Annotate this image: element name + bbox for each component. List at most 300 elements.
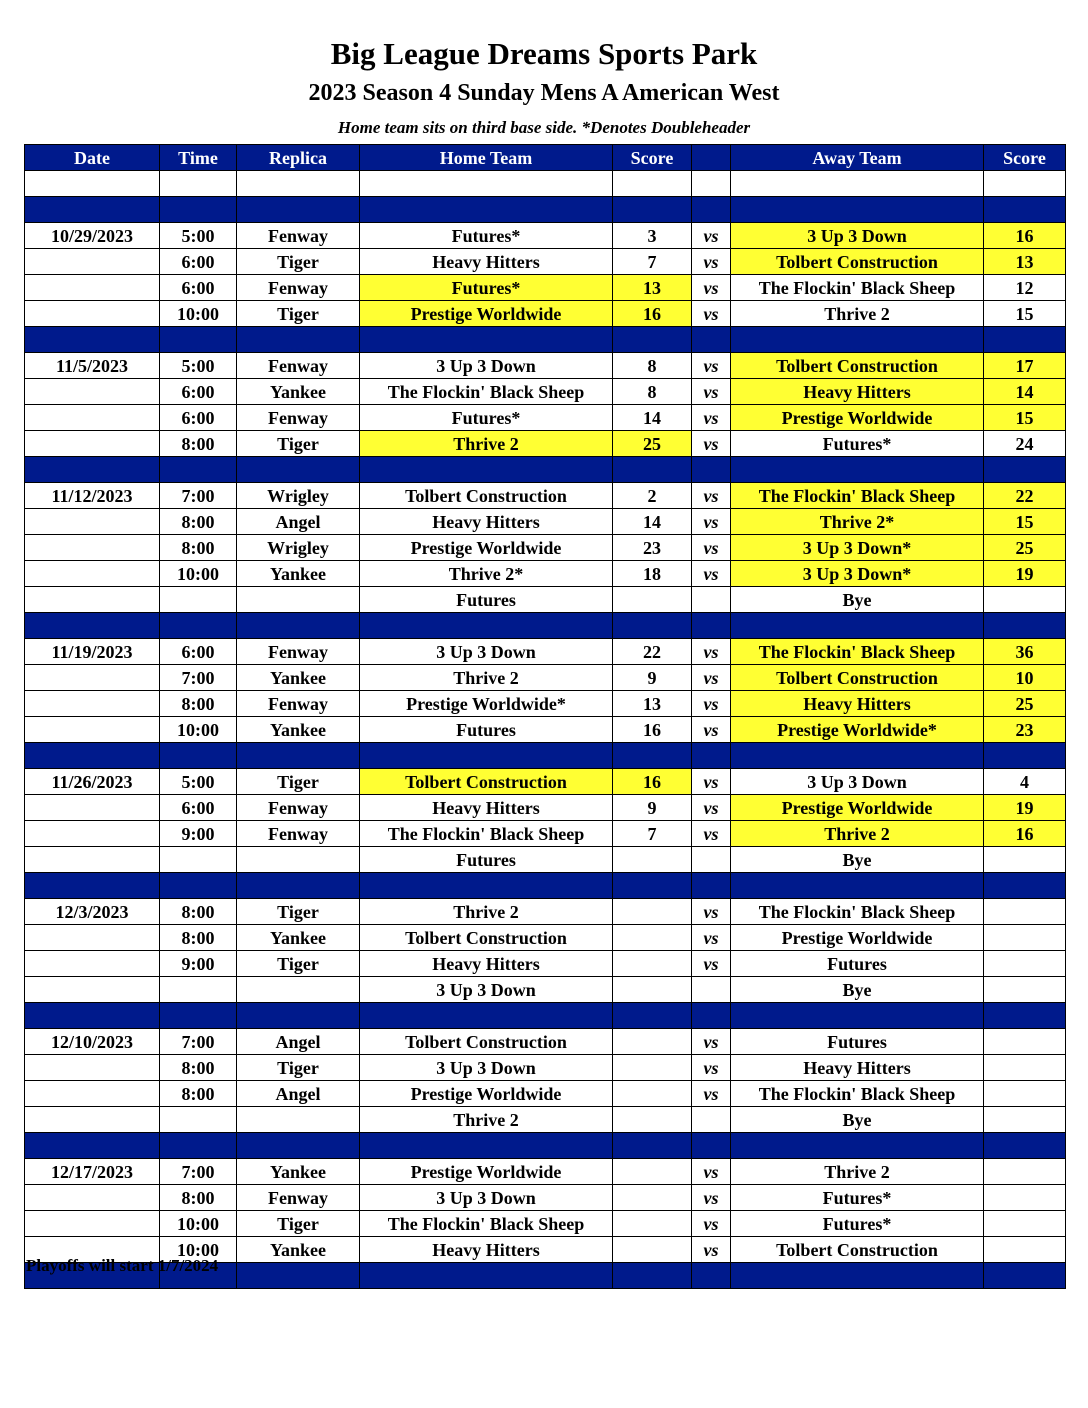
week-separator-row [25,1133,1066,1159]
empty-cell [731,743,984,769]
empty-cell [692,197,731,223]
home-score-cell: 3 [613,223,692,249]
replica-cell: Angel [237,1081,360,1107]
home-team-cell: Prestige Worldwide [360,535,613,561]
replica-cell: Angel [237,509,360,535]
table-row [25,1029,1066,1055]
away-team-cell: Thrive 2 [731,821,984,847]
empty-cell [237,743,360,769]
home-team-cell: Prestige Worldwide [360,1159,613,1185]
table-row [25,821,1066,847]
vs-cell: vs [692,353,731,379]
time-cell: 10:00 [160,717,237,743]
replica-cell: Fenway [237,223,360,249]
col-away-score-header: Score [984,145,1066,171]
empty-cell [25,1133,160,1159]
week-separator-row [25,1003,1066,1029]
empty-cell [160,873,237,899]
empty-cell [984,613,1066,639]
time-cell: 8:00 [160,431,237,457]
date-cell [25,587,160,613]
home-score-cell: 25 [613,431,692,457]
replica-cell [237,847,360,873]
home-team-cell: The Flockin' Black Sheep [360,821,613,847]
date-cell [25,405,160,431]
home-score-cell: 9 [613,665,692,691]
week-separator-row [25,613,1066,639]
home-team-cell: Thrive 2* [360,561,613,587]
time-cell: 8:00 [160,1055,237,1081]
replica-cell [237,977,360,1003]
away-team-cell: Prestige Worldwide [731,405,984,431]
home-score-cell [613,1107,692,1133]
time-cell [160,1107,237,1133]
empty-cell [731,1003,984,1029]
empty-cell [613,1003,692,1029]
away-score-cell [984,1159,1066,1185]
date-cell: 10/29/2023 [25,223,160,249]
empty-cell [237,327,360,353]
home-score-cell: 16 [613,301,692,327]
table-row [25,665,1066,691]
home-team-cell: Tolbert Construction [360,769,613,795]
table-row [25,1107,1066,1133]
away-team-cell: Heavy Hitters [731,691,984,717]
date-cell: 12/10/2023 [25,1029,160,1055]
vs-cell [692,1107,731,1133]
date-cell [25,431,160,457]
home-team-cell: Futures* [360,275,613,301]
vs-cell: vs [692,769,731,795]
vs-cell: vs [692,899,731,925]
table-row [25,431,1066,457]
away-team-cell: Prestige Worldwide [731,795,984,821]
time-cell: 5:00 [160,353,237,379]
header-row [25,145,1066,171]
date-cell [25,1107,160,1133]
home-team-cell: Futures* [360,405,613,431]
empty-cell [613,873,692,899]
time-cell: 6:00 [160,249,237,275]
home-score-cell: 8 [613,353,692,379]
empty-cell [613,457,692,483]
away-team-cell: Futures* [731,1185,984,1211]
date-cell [25,925,160,951]
col-vs-header [692,145,731,171]
time-cell: 6:00 [160,379,237,405]
away-score-cell: 24 [984,431,1066,457]
home-team-cell: Thrive 2 [360,899,613,925]
empty-cell [984,457,1066,483]
away-score-cell: 16 [984,821,1066,847]
home-score-cell [613,1055,692,1081]
replica-cell: Wrigley [237,535,360,561]
home-score-cell: 13 [613,275,692,301]
empty-cell [692,1263,731,1289]
away-score-cell: 17 [984,353,1066,379]
away-team-cell: Tolbert Construction [731,353,984,379]
away-score-cell: 4 [984,769,1066,795]
blank-row [25,171,1066,197]
replica-cell: Tiger [237,249,360,275]
table-row [25,977,1066,1003]
date-cell [25,951,160,977]
vs-cell: vs [692,795,731,821]
home-score-cell [613,951,692,977]
away-team-cell: Thrive 2 [731,301,984,327]
vs-cell: vs [692,639,731,665]
date-cell: 11/12/2023 [25,483,160,509]
away-score-cell: 23 [984,717,1066,743]
home-team-cell: Futures [360,847,613,873]
away-score-cell: 22 [984,483,1066,509]
time-cell: 8:00 [160,535,237,561]
time-cell: 8:00 [160,1185,237,1211]
time-cell: 7:00 [160,1029,237,1055]
time-cell: 8:00 [160,691,237,717]
replica-cell: Yankee [237,379,360,405]
replica-cell [237,587,360,613]
replica-cell [237,1107,360,1133]
home-score-cell: 8 [613,379,692,405]
home-score-cell [613,1211,692,1237]
empty-cell [731,1263,984,1289]
date-cell [25,1055,160,1081]
date-cell [25,509,160,535]
date-cell [25,379,160,405]
away-team-cell: Bye [731,587,984,613]
table-row [25,353,1066,379]
home-score-cell: 7 [613,249,692,275]
away-team-cell: Thrive 2* [731,509,984,535]
empty-cell [160,171,237,197]
vs-cell [692,977,731,1003]
away-team-cell: Tolbert Construction [731,249,984,275]
home-team-cell: 3 Up 3 Down [360,1055,613,1081]
time-cell: 8:00 [160,509,237,535]
vs-cell: vs [692,1081,731,1107]
away-score-cell [984,587,1066,613]
empty-cell [731,457,984,483]
empty-cell [692,327,731,353]
date-cell [25,717,160,743]
week-separator-row [25,457,1066,483]
empty-cell [160,197,237,223]
replica-cell: Fenway [237,275,360,301]
away-team-cell: The Flockin' Black Sheep [731,899,984,925]
home-team-cell: 3 Up 3 Down [360,639,613,665]
empty-cell [984,743,1066,769]
date-cell: 11/5/2023 [25,353,160,379]
vs-cell: vs [692,509,731,535]
time-cell: 9:00 [160,821,237,847]
table-row [25,899,1066,925]
empty-cell [731,1133,984,1159]
away-score-cell [984,1211,1066,1237]
home-score-cell: 18 [613,561,692,587]
time-cell: 6:00 [160,639,237,665]
away-score-cell: 12 [984,275,1066,301]
empty-cell [360,1003,613,1029]
away-team-cell: Heavy Hitters [731,379,984,405]
date-cell: 11/26/2023 [25,769,160,795]
table-row [25,1211,1066,1237]
home-team-cell: The Flockin' Black Sheep [360,379,613,405]
home-score-cell: 13 [613,691,692,717]
replica-cell: Tiger [237,301,360,327]
empty-cell [25,873,160,899]
empty-cell [237,197,360,223]
home-team-cell: 3 Up 3 Down [360,353,613,379]
vs-cell: vs [692,821,731,847]
home-team-cell: Futures [360,717,613,743]
time-cell: 10:00 [160,301,237,327]
empty-cell [237,1133,360,1159]
away-team-cell: 3 Up 3 Down* [731,535,984,561]
time-cell: 8:00 [160,1081,237,1107]
empty-cell [360,873,613,899]
home-team-cell: Thrive 2 [360,431,613,457]
empty-cell [692,743,731,769]
empty-cell [25,1003,160,1029]
empty-cell [984,873,1066,899]
time-cell: 6:00 [160,275,237,301]
home-team-cell: Heavy Hitters [360,795,613,821]
time-cell: 5:00 [160,223,237,249]
empty-cell [160,1133,237,1159]
time-cell: 8:00 [160,899,237,925]
empty-cell [25,171,160,197]
away-score-cell: 15 [984,301,1066,327]
empty-cell [692,1133,731,1159]
empty-cell [25,613,160,639]
col-replica-header: Replica [237,145,360,171]
vs-cell: vs [692,925,731,951]
home-team-cell: Heavy Hitters [360,1237,613,1263]
table-row [25,1185,1066,1211]
empty-cell [160,743,237,769]
time-cell: 6:00 [160,405,237,431]
away-score-cell: 13 [984,249,1066,275]
time-cell: 5:00 [160,769,237,795]
vs-cell [692,587,731,613]
vs-cell: vs [692,405,731,431]
date-cell: 12/3/2023 [25,899,160,925]
col-date-header: Date [25,145,160,171]
table-row [25,379,1066,405]
replica-cell: Tiger [237,769,360,795]
empty-cell [160,457,237,483]
home-team-cell: Thrive 2 [360,665,613,691]
vs-cell: vs [692,431,731,457]
vs-cell: vs [692,483,731,509]
table-row [25,925,1066,951]
replica-cell: Tiger [237,431,360,457]
col-away-team-header: Away Team [731,145,984,171]
replica-cell: Fenway [237,691,360,717]
date-cell [25,561,160,587]
week-separator-row [25,743,1066,769]
home-score-cell [613,1029,692,1055]
date-cell: 12/17/2023 [25,1159,160,1185]
replica-cell: Tiger [237,1055,360,1081]
vs-cell: vs [692,691,731,717]
table-row [25,639,1066,665]
empty-cell [25,327,160,353]
home-team-cell: Futures* [360,223,613,249]
vs-cell: vs [692,379,731,405]
home-score-cell: 2 [613,483,692,509]
empty-cell [692,457,731,483]
home-score-cell: 14 [613,405,692,431]
time-cell [160,847,237,873]
home-team-cell: Tolbert Construction [360,925,613,951]
date-cell [25,249,160,275]
col-home-score-header: Score [613,145,692,171]
week-separator-row [25,197,1066,223]
table-row [25,561,1066,587]
time-cell: 6:00 [160,795,237,821]
date-cell [25,847,160,873]
replica-cell: Yankee [237,665,360,691]
vs-cell: vs [692,1211,731,1237]
table-row [25,847,1066,873]
away-score-cell [984,1081,1066,1107]
date-cell [25,1081,160,1107]
empty-cell [237,1003,360,1029]
table-row [25,483,1066,509]
date-cell: 11/19/2023 [25,639,160,665]
home-team-cell: Prestige Worldwide* [360,691,613,717]
replica-cell: Fenway [237,1185,360,1211]
empty-cell [731,197,984,223]
home-score-cell: 16 [613,769,692,795]
vs-cell: vs [692,1159,731,1185]
home-score-cell: 14 [613,509,692,535]
home-score-cell [613,847,692,873]
away-score-cell [984,1107,1066,1133]
away-score-cell [984,925,1066,951]
away-team-cell: Prestige Worldwide* [731,717,984,743]
empty-cell [237,171,360,197]
table-row [25,717,1066,743]
table-row [25,769,1066,795]
away-score-cell: 14 [984,379,1066,405]
empty-cell [613,1133,692,1159]
table-row [25,691,1066,717]
table-row [25,587,1066,613]
away-score-cell: 16 [984,223,1066,249]
vs-cell: vs [692,1029,731,1055]
date-cell [25,691,160,717]
vs-cell: vs [692,717,731,743]
empty-cell [731,873,984,899]
vs-cell: vs [692,249,731,275]
time-cell: 10:00 [160,561,237,587]
date-cell [25,821,160,847]
away-team-cell: Futures [731,1029,984,1055]
replica-cell: Wrigley [237,483,360,509]
vs-cell: vs [692,1237,731,1263]
home-team-cell: 3 Up 3 Down [360,1185,613,1211]
replica-cell: Fenway [237,795,360,821]
empty-cell [160,327,237,353]
home-team-cell: The Flockin' Black Sheep [360,1211,613,1237]
page-subtitle: 2023 Season 4 Sunday Mens A American West [308,80,780,106]
away-score-cell: 15 [984,405,1066,431]
week-separator-row [25,327,1066,353]
playoffs-note: Playoffs will start 1/7/2024 [26,1256,219,1275]
schedule-table [24,144,1066,1289]
away-score-cell: 15 [984,509,1066,535]
home-team-cell: Prestige Worldwide [360,1081,613,1107]
table-row [25,535,1066,561]
home-score-cell [613,977,692,1003]
time-cell: 7:00 [160,665,237,691]
empty-cell [237,873,360,899]
away-team-cell: Futures* [731,1211,984,1237]
vs-cell: vs [692,665,731,691]
empty-cell [360,197,613,223]
vs-cell: vs [692,535,731,561]
empty-cell [613,171,692,197]
date-cell [25,535,160,561]
time-cell [160,977,237,1003]
vs-cell: vs [692,223,731,249]
table-row [25,301,1066,327]
table-row [25,223,1066,249]
away-score-cell: 25 [984,691,1066,717]
table-row [25,1159,1066,1185]
away-score-cell [984,1029,1066,1055]
home-team-cell: Heavy Hitters [360,249,613,275]
table-row [25,405,1066,431]
table-body [25,171,1066,1289]
time-cell: 7:00 [160,1159,237,1185]
table-header [25,145,1066,171]
table-row [25,951,1066,977]
away-team-cell: Tolbert Construction [731,665,984,691]
away-score-cell [984,899,1066,925]
time-cell: 9:00 [160,951,237,977]
time-cell: 10:00 [160,1237,237,1263]
away-team-cell: Tolbert Construction [731,1237,984,1263]
away-score-cell [984,1237,1066,1263]
away-team-cell: The Flockin' Black Sheep [731,639,984,665]
away-score-cell: 10 [984,665,1066,691]
home-team-cell: 3 Up 3 Down [360,977,613,1003]
table-row [25,795,1066,821]
away-team-cell: Thrive 2 [731,1159,984,1185]
empty-cell [237,1263,360,1289]
away-team-cell: 3 Up 3 Down [731,769,984,795]
away-team-cell: The Flockin' Black Sheep [731,1081,984,1107]
empty-cell [984,327,1066,353]
away-team-cell: 3 Up 3 Down [731,223,984,249]
table-row [25,1081,1066,1107]
empty-cell [613,613,692,639]
home-score-cell [613,1185,692,1211]
date-cell [25,795,160,821]
away-team-cell: 3 Up 3 Down* [731,561,984,587]
empty-cell [360,457,613,483]
away-score-cell [984,951,1066,977]
empty-cell [360,1263,613,1289]
home-score-cell [613,925,692,951]
replica-cell: Yankee [237,561,360,587]
vs-cell: vs [692,301,731,327]
home-team-cell: Tolbert Construction [360,1029,613,1055]
